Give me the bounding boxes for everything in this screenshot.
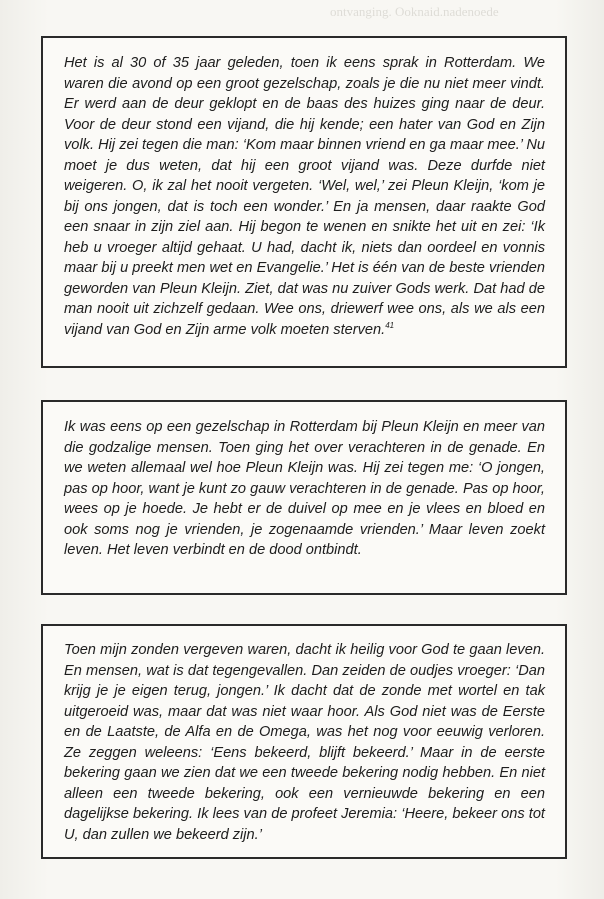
quote-box-1 xyxy=(41,36,567,368)
quote-text-1: Het is al 30 of 35 jaar geleden, toen ik eens sprak in Rotterdam. We waren die avond op een groot gezelschap, zoals je die nu niet meer vindt. Er werd aan de deur geklopt en de baas des huizes ging naar de deur. Voor de deur stond een vijand, die hij kende; een hater van God en Zijn volk. Hij zei tegen die man: ‘Kom maar binnen vriend en ga maar mee.’ Nu moet je dus weten, dat hij een groot vijand was. Deze durfde niet weigeren. O, ik zal het nooit vergeten. ‘Wel, wel,’ zei Pleun Kleijn, ‘kom je bij ons jongen, dat is toch een wonder.’ En ja mensen, daar raakte God een snaar in zijn ziel aan. Hij begon te wenen en snikte het uit en zei: ‘Ik heb u vroeger altijd gehaat. U had, dacht ik, niets dan oordeel en vonnis maar bij u preekt men wet en Evangelie.’ Het is één van de beste vrienden geworden van Pleun Kleijn. Ziet, dat was nu zuiver Gods werk. Dat had de man nooit uit zichzelf gedaan. Wee ons, driewerf wee ons, als we als een vijand van God en Zijn arme volk moeten sterven.$^{41}$ xyxy=(64,55,545,338)
bleed-through-text: ontvanging. Ooknaid.nadenoede xyxy=(330,4,499,19)
quote-box-2 xyxy=(41,400,567,595)
footnote-marker: 41 xyxy=(385,320,395,330)
quote-box-3 xyxy=(41,624,567,859)
quote-text-3: Toen mijn zonden vergeven waren, dacht ik heilig voor God te gaan leven. En mensen, wat is dat tegengevallen. Dan zeiden de oudjes vroeger: ‘Dan krijg je je eigen terug, jongen.’ Ik dacht dat de zonde met wortel en tak uitgeroeid was, maar dat was niet waar hoor. Als God niet was de Eerste en de Laatste, de Alfa en de Omega, was het nog voor eeuwig verloren. Ze zeggen weleens: ‘Eens bekeerd, blijft bekeerd.’ Maar in de eerste bekering gaan we zien dat we een tweede bekering nodig hebben. En niet alleen een tweede bekering, ook een vernieuwde bekering en een dagelijkse bekering. Ik lees van de profeet Jeremia: ‘Heere, bekeer ons tot U, dan zullen we bekeerd zijn.’ xyxy=(64,642,545,843)
quote-text-2: Ik was eens op een gezelschap in Rotterdam bij Pleun Kleijn en meer van die godzalige mensen. Toen ging het over verachteren in de genade. En we weten allemaal wel hoe Pleun Kleijn was. Hij zei tegen me: ‘O jongen, pas op hoor, want je kunt zo gauw verachteren in de genade. Pas op hoor, wees op je hoede. Je hebt er de duivel op mee en je vlees en bloed en ook soms nog je vrienden, je zogenaamde vrienden.’ Maar leven zoekt leven. Het leven verbindt en de dood ontbindt. xyxy=(64,419,545,558)
